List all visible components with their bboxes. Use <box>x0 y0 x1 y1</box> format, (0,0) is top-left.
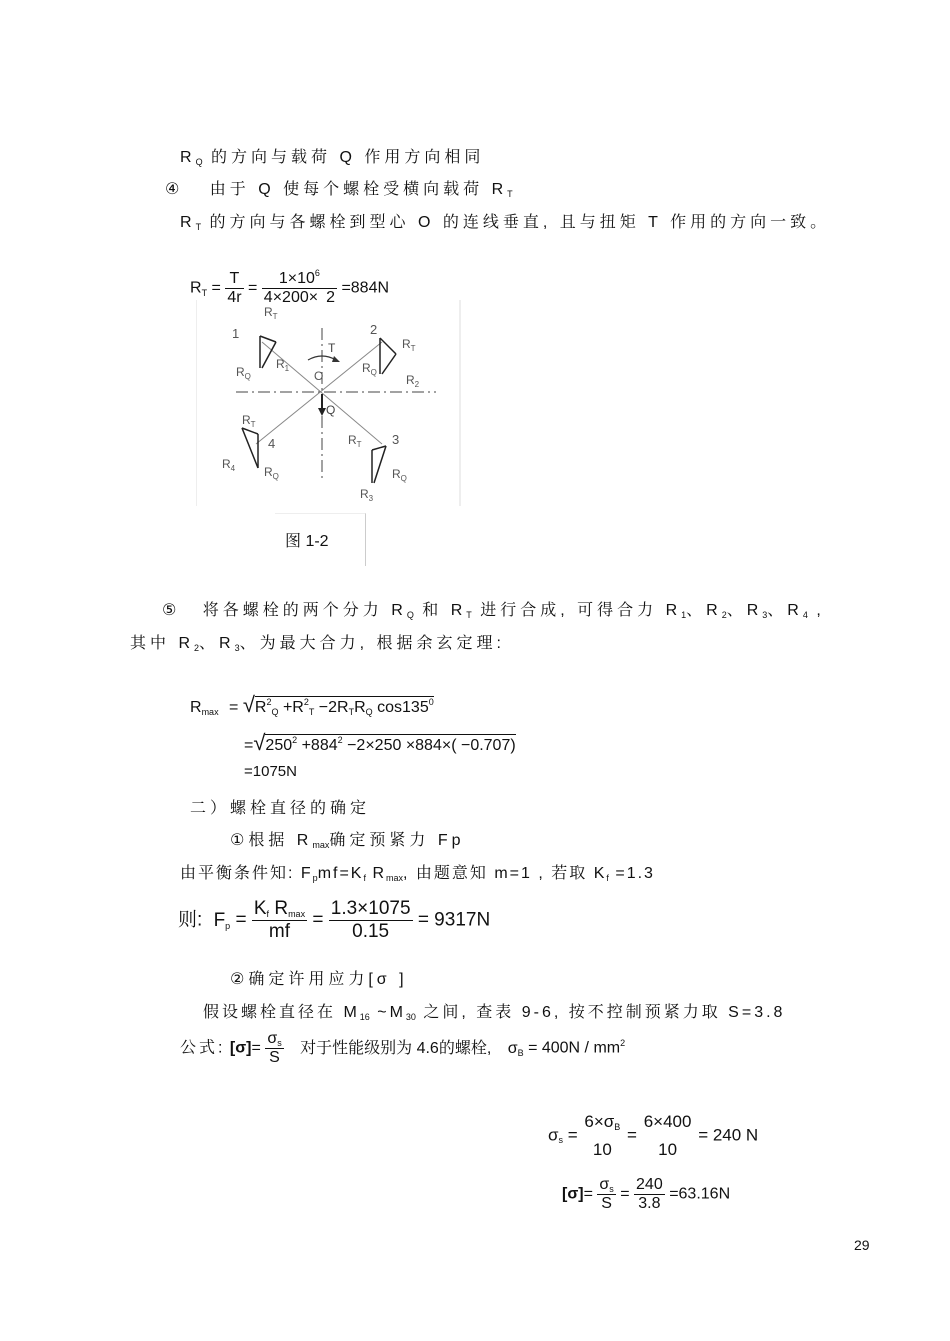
paragraph-5-line2 <box>130 630 505 653</box>
fraction-value <box>642 1112 694 1160</box>
rq-label-1: $R_Q$ <box>236 365 251 381</box>
item-number: ④ <box>165 181 184 198</box>
eq-lhs: R <box>190 699 202 716</box>
bolt-1-label: 1 <box>232 326 240 341</box>
figure-caption: 图 1-2 <box>285 533 329 550</box>
line-text: 的方向与载荷 Q 作用方向相同 <box>202 149 485 166</box>
text: +R <box>278 699 304 716</box>
subscript: 1 <box>681 610 687 620</box>
subscript: B <box>517 1047 524 1058</box>
equals: = <box>583 1185 593 1203</box>
superscript: 2 <box>266 697 272 707</box>
denominator: S <box>601 1195 612 1212</box>
text: = 400N / mm <box>523 1039 621 1057</box>
line-text: 的方向与各螺栓到型心 O 的连线垂直, 且与扭矩 T 作用的方向一致。 <box>201 214 831 231</box>
result: =884N <box>341 279 390 297</box>
text: 、R <box>726 602 763 619</box>
fraction-6-sigma-b-over-10 <box>582 1112 622 1160</box>
text: 进行合成, 可得合力 R <box>471 602 682 619</box>
fraction-value <box>634 1176 665 1213</box>
subscript: max <box>386 873 404 883</box>
text: R <box>366 865 386 882</box>
eq-lhs: F <box>213 909 226 931</box>
text: R <box>254 699 267 716</box>
equation-fp <box>178 898 490 943</box>
diagonal-2-4 <box>256 342 382 444</box>
result: =63.16N <box>669 1185 731 1203</box>
equation-sigma-s <box>548 1112 758 1160</box>
equation-rmax-line2 <box>244 730 516 756</box>
rt-label-3: $R_T$ <box>348 433 362 449</box>
denominator: 10 <box>658 1140 678 1159</box>
text: , <box>807 602 825 619</box>
subscript: Q <box>271 707 279 717</box>
equation-rmax-line1 <box>190 692 434 718</box>
equals: = <box>244 737 254 754</box>
numerator <box>262 270 337 289</box>
text: 之间, 查表 9-6, 按不控制预紧力取 S=3.8 <box>415 1004 786 1021</box>
text-line-item4 <box>165 176 513 199</box>
fraction-sigma-s-over-s <box>597 1176 615 1213</box>
bolt-force-diagram <box>196 298 461 508</box>
subscript: f <box>363 873 366 883</box>
numerator: 6×400 <box>643 1112 692 1131</box>
sigma-bracket: [σ] <box>562 1185 584 1203</box>
denominator: 0.15 <box>352 921 390 942</box>
text: , 由题意知 m=1 , 若取 K <box>403 865 607 882</box>
text: 对于性能级别为 4.6的螺栓, <box>300 1039 492 1057</box>
step-2-line: ②确定许用应力[σ ] <box>230 971 408 988</box>
text: R <box>269 898 289 919</box>
text: ①根据 R <box>230 832 313 849</box>
text-line-rq-direction <box>180 144 484 167</box>
equation-rmax-result: =1075N <box>244 763 297 780</box>
subscript: Q <box>195 157 203 167</box>
superscript: 2 <box>337 735 343 745</box>
text: 250 <box>265 737 293 754</box>
equation-allowable-stress <box>562 1176 730 1213</box>
text: ~M <box>369 1004 406 1021</box>
superscript: 0 <box>428 697 434 707</box>
subscript: Q <box>365 707 373 717</box>
subscript: p <box>312 873 318 883</box>
subscript: 30 <box>405 1012 416 1022</box>
subscript: max <box>312 840 330 850</box>
denominator-text: 4×200× <box>263 289 319 306</box>
text: 其中 R <box>130 635 195 652</box>
text: 公式: <box>180 1039 226 1057</box>
superscript: 2 <box>292 735 298 745</box>
sqrt-sign: √ <box>253 730 266 755</box>
section-heading-bolt-diameter: 二）螺栓直径的确定 <box>190 800 371 817</box>
load-q-label: Q <box>326 403 336 417</box>
subscript: Q <box>406 610 414 620</box>
text: σ <box>267 1030 278 1047</box>
equals: = <box>229 699 239 716</box>
equals: = <box>312 909 324 931</box>
text: 将各螺栓的两个分力 R <box>202 602 407 619</box>
symbol-r: R <box>180 149 196 166</box>
bolt-3-label: 3 <box>392 432 400 447</box>
assumption-line <box>203 999 785 1022</box>
denominator: mf <box>268 921 291 942</box>
text: σ <box>599 1176 610 1193</box>
subscript: max <box>201 707 219 717</box>
text: 、R <box>199 635 235 652</box>
subscript: p <box>225 920 231 931</box>
numerator: 1.3×1075 <box>330 898 411 919</box>
radicand <box>265 734 515 754</box>
item-number: ⑤ <box>162 602 181 619</box>
text: 则: <box>178 909 203 931</box>
formula-allowable-stress <box>180 1030 625 1067</box>
figure-bolt-forces <box>196 298 461 508</box>
equals: = <box>567 1125 578 1145</box>
numerator <box>597 1176 615 1195</box>
subscript: 16 <box>359 1012 370 1022</box>
eq-lhs: σ <box>548 1125 559 1145</box>
rq-label-3: $R_Q$ <box>392 467 407 483</box>
denominator: 3.8 <box>638 1195 661 1212</box>
equals: = <box>235 909 247 931</box>
equilibrium-condition-line <box>180 860 655 883</box>
equals: = <box>248 279 258 297</box>
subscript: max <box>288 909 306 919</box>
result: = 9317N <box>417 909 491 931</box>
equals: = <box>620 1185 630 1203</box>
subscript: T <box>195 222 202 232</box>
equals: = <box>211 279 221 297</box>
sqrt-two: 2 <box>326 289 335 306</box>
text: 和 R <box>413 602 467 619</box>
rt-label-4: $R_T$ <box>242 413 256 429</box>
numerator <box>252 898 307 921</box>
text: 由平衡条件知: F <box>180 865 313 882</box>
numerator: 240 <box>636 1176 663 1193</box>
fraction-sigma-s-over-s <box>265 1030 283 1067</box>
subscript: 2 <box>721 610 727 620</box>
text: 假设螺栓直径在 M <box>203 1004 360 1021</box>
paragraph-5-line1 <box>162 597 825 620</box>
numerator-text: 1×10 <box>278 270 315 287</box>
text: K <box>253 898 267 919</box>
text-line-rt-direction <box>180 209 830 232</box>
rq-label-2: $R_Q$ <box>362 361 377 377</box>
text: =1.3 <box>608 865 655 882</box>
text: −2×250 ×884×( −0.707) <box>342 737 516 754</box>
numerator <box>582 1112 622 1132</box>
r1-label: $R_1$ <box>276 357 290 373</box>
fraction-value <box>329 898 413 943</box>
line-text: 由于 Q 使每个螺栓受横向载荷 R <box>209 181 508 198</box>
sigma-bracket: [σ] <box>229 1039 252 1057</box>
fraction-kf-rmax-over-mf <box>252 898 307 943</box>
r3-label: $R_3$ <box>360 487 374 503</box>
figure-caption-box <box>275 513 366 566</box>
subscript: 3 <box>234 643 240 653</box>
text: mf=K <box>317 865 364 882</box>
text: 、为最大合力, 根据余玄定理: <box>239 635 505 652</box>
text: 、R <box>767 602 803 619</box>
subscript: T <box>348 707 355 717</box>
step-1-line <box>230 827 465 850</box>
text: −2R <box>314 699 349 716</box>
symbol-r: R <box>180 214 196 231</box>
text: cos135 <box>372 699 429 716</box>
text: 确定预紧力 Fp <box>329 832 465 849</box>
torque-t-label: T <box>328 341 336 355</box>
equals: = <box>627 1125 637 1145</box>
rt-label-2: $R_T$ <box>402 337 416 353</box>
subscript: 2 <box>194 643 200 653</box>
sqrt-sign: √ <box>242 692 255 717</box>
subscript: f <box>606 873 609 883</box>
subscript: 3 <box>762 610 768 620</box>
text: R <box>354 699 366 716</box>
subscript: T <box>466 610 472 620</box>
text: 6×σ <box>584 1112 615 1131</box>
text: +884 <box>297 737 338 754</box>
superscript: 2 <box>620 1037 626 1048</box>
subscript: T <box>507 189 513 199</box>
denominator: 10 <box>592 1140 612 1159</box>
numerator: T <box>225 270 243 289</box>
subscript: T <box>201 287 208 298</box>
bolt-2-label: 2 <box>370 322 378 337</box>
radicand <box>255 696 434 716</box>
superscript: 2 <box>303 697 309 707</box>
subscript: T <box>308 707 315 717</box>
subscript: s <box>277 1038 282 1048</box>
subscript: s <box>558 1135 563 1146</box>
denominator: S <box>269 1049 280 1066</box>
page-number: 29 <box>854 1237 870 1253</box>
subscript: B <box>614 1122 621 1132</box>
numerator <box>265 1030 283 1049</box>
subscript: s <box>609 1184 614 1194</box>
subscript: 4 <box>802 610 808 620</box>
r4-label: $R_4$ <box>222 457 236 473</box>
superscript: 6 <box>314 268 320 278</box>
rq-label-4: $R_Q$ <box>264 465 279 481</box>
center-o-label: O <box>314 369 324 383</box>
rt-label-1: $R_T$ <box>264 305 278 321</box>
result: = 240 N <box>698 1125 759 1145</box>
text: σ <box>507 1039 518 1057</box>
denominator: 4r <box>227 289 242 306</box>
equals: = <box>251 1039 261 1057</box>
subscript: f <box>266 909 270 919</box>
bolt-4-label: 4 <box>268 436 276 451</box>
text: 、R <box>686 602 722 619</box>
r2-label: $R_2$ <box>406 373 420 389</box>
eq-lhs: R <box>190 279 202 297</box>
